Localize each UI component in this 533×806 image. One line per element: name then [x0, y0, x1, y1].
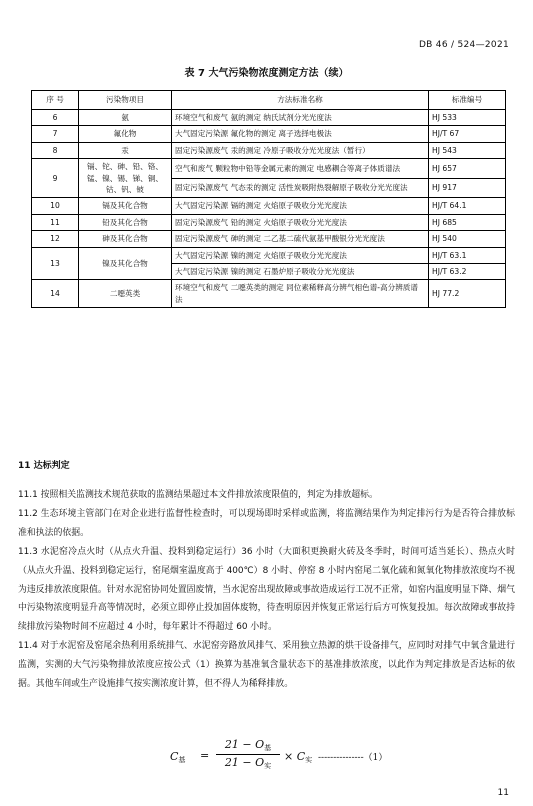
cell-method: 固定污染源废气 铅的测定 火焰原子吸收分光光度法 — [172, 214, 429, 230]
cell-pollutant: 二噁英类 — [79, 280, 172, 308]
cell-no: 8 — [32, 142, 79, 158]
cell-code: HJ/T 63.1 — [429, 247, 506, 263]
cell-code: HJ 543 — [429, 142, 506, 158]
cell-no: 14 — [32, 280, 79, 308]
cell-method: 环境空气和废气 氨的测定 纳氏试剂分光光度法 — [172, 110, 429, 126]
formula-lhs: $C_基$ — [170, 750, 186, 764]
cell-code: HJ 685 — [429, 214, 506, 230]
cell-pollutant: 铅及其化合物 — [79, 214, 172, 230]
cell-method: 固定污染源废气 汞的测定 冷原子吸收分光光度法（暂行） — [172, 142, 429, 158]
cell-code: HJ 657 — [429, 159, 506, 179]
cell-code: HJ 77.2 — [429, 280, 506, 308]
cell-no: 6 — [32, 110, 79, 126]
table-body — [32, 110, 506, 308]
formula-number: ---------------（1） — [318, 753, 388, 763]
table-header-row — [32, 91, 506, 110]
formula-denominator: $21 - O_实$ — [224, 756, 272, 770]
cell-code: HJ/T 63.2 — [429, 263, 506, 279]
paragraph-11-3: 11.3 水泥窑冷点火时（从点火升温、投料到稳定运行）36 小时（大面积更换耐火砖及冬季时，时间可适当延长）、热点火时（从点火升温、投料到稳定运行，窑尾烟室温度高于 400℃）8 小时、停窑 8 小时内窑尾二氧化硫和氮氧化物排放浓度均不视为违反排放浓度限值。针对水泥窑协同处置固废情，当水泥窑出现故障或事故造成运行工况不正常，如窑内温度明显下降、烟气中污染物浓度明显升高等情况时，必须立即停止投加固体废物，待查明原因并恢复正常运行后方可恢复投加。每次故障或事故持续排放污染物时间不应超过 4 小时，每年累计不得超过 60 小时。 — [18, 547, 515, 633]
section-heading: 11 达标判定 — [18, 461, 70, 471]
cell-code: HJ 917 — [429, 178, 506, 198]
cell-no: 11 — [32, 214, 79, 230]
cell-method: 大气固定污染源 镍的测定 火焰原子吸收分光光度法 — [172, 247, 429, 263]
cell-no: 9 — [32, 159, 79, 198]
table-row — [32, 214, 506, 230]
table-row — [32, 198, 506, 214]
cell-method: 固定污染源废气 砷的测定 二乙基二硫代氨基甲酸银分光光度法 — [172, 231, 429, 247]
cell-pollutant: 汞 — [79, 142, 172, 158]
col-header-no: 序 号 — [32, 91, 79, 110]
cell-code: HJ/T 67 — [429, 126, 506, 142]
formula-times: × $C_实$ — [284, 750, 313, 764]
table-title: 表 7 大气污染物浓度测定方法（续） — [184, 68, 349, 79]
cell-pollutant: 氟化物 — [79, 126, 172, 142]
table-row — [32, 110, 506, 126]
paragraph-11-2: 11.2 生态环境主管部门在对企业进行监督性检查时，可以现场即时采样或监测，将监测结果作为判定排污行为是否符合排放标准和执法的依据。 — [18, 509, 515, 538]
col-header-item: 污染物项目 — [79, 91, 172, 110]
cell-no: 13 — [32, 247, 79, 280]
paragraph-11-4: 11.4 对于水泥窑及窑尾余热利用系统排气、水泥窑旁路放风排气、采用独立热源的烘干设备排气，应同时对排气中氧含量进行监测，实测的大气污染物排放浓度应按公式（1）换算为基准氧含量状态下的基准排放浓度，以此作为判定排放是否达标的依据。其他车间或生产设施排气按实测浓度计算，但不得人为稀释排放。 — [18, 641, 515, 689]
formula-equals: = — [200, 749, 210, 762]
cell-no: 7 — [32, 126, 79, 142]
cell-method: 环境空气和废气 二噁英类的测定 同位素稀释高分辨气相色谱-高分辨质谱法 — [172, 280, 429, 308]
formula-numerator: $21 - O_基$ — [224, 738, 272, 752]
cell-no: 12 — [32, 231, 79, 247]
cell-method: 固定污染源废气 气态汞的测定 活性炭吸附热裂解原子吸收分光光度法 — [172, 178, 429, 198]
oxygen-conversion-formula — [170, 738, 450, 778]
cell-code: HJ 540 — [429, 231, 506, 247]
table-row — [32, 280, 506, 308]
col-header-method: 方法标准名称 — [172, 91, 429, 110]
cell-code: HJ/T 64.1 — [429, 198, 506, 214]
cell-code: HJ 533 — [429, 110, 506, 126]
cell-method: 大气固定污染源 氟化物的测定 离子选择电极法 — [172, 126, 429, 142]
cell-no: 10 — [32, 198, 79, 214]
table-row — [32, 142, 506, 158]
paragraph-11-1: 11.1 按照相关监测技术规范获取的监测结果超过本文件排放浓度限值的，判定为排放超标。 — [18, 490, 378, 500]
col-header-code: 标准编号 — [429, 91, 506, 110]
cell-pollutant: 镉及其化合物 — [79, 198, 172, 214]
cell-pollutant: 氨 — [79, 110, 172, 126]
formula-fraction — [216, 738, 280, 771]
cell-pollutant: 镉、铊、砷、铅、铬、锰、镍、锡、锑、铜、钴、钒、铍 — [79, 159, 172, 198]
table-row — [32, 231, 506, 247]
cell-pollutant: 砷及其化合物 — [79, 231, 172, 247]
cell-method: 大气固定污染源 镉的测定 火焰原子吸收分光光度法 — [172, 198, 429, 214]
method-table — [31, 90, 506, 308]
cell-pollutant: 镍及其化合物 — [79, 247, 172, 280]
document-code: DB 46 / 524—2021 — [418, 40, 509, 50]
cell-method: 空气和废气 颗粒物中铅等金属元素的测定 电感耦合等离子体质谱法 — [172, 159, 429, 179]
page-number: 11 — [497, 788, 509, 798]
cell-method: 大气固定污染源 镍的测定 石墨炉原子吸收分光光度法 — [172, 263, 429, 279]
table-row — [32, 159, 506, 179]
table-row — [32, 247, 506, 263]
table-row — [32, 126, 506, 142]
fraction-bar — [216, 754, 280, 755]
